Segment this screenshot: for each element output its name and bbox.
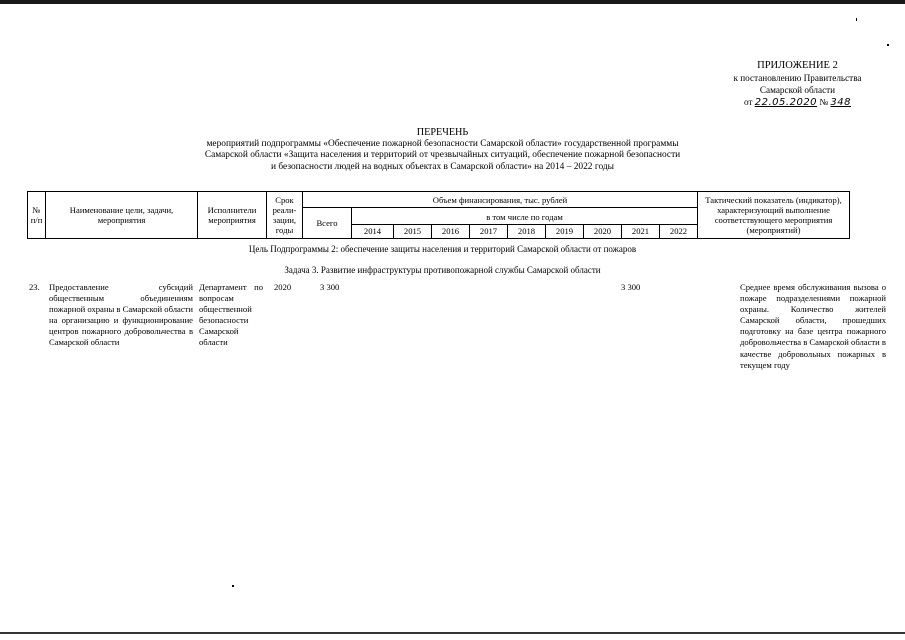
- year-header: 2017: [470, 224, 508, 238]
- top-scan-border: [0, 0, 905, 4]
- year-header: 2016: [432, 224, 470, 238]
- activity-name: Предоставление субсидий общественным объединениям пожарной охраны в Самарской области на организацию и функционирование центров пожарного добровольчества в Самарской области: [49, 282, 193, 348]
- header-total: Всего: [303, 208, 352, 239]
- heading-line1: мероприятий подпрограммы «Обеспечение пожарной безопасности Самарской области» государственной программы: [206, 138, 679, 149]
- row-number: 23.: [29, 282, 40, 292]
- appendix-title: ПРИЛОЖЕНИЕ 2: [757, 60, 838, 71]
- heading-title: ПЕРЕЧЕНЬ: [416, 127, 469, 138]
- year-header: 2019: [546, 224, 584, 238]
- year-header: 2015: [394, 224, 432, 238]
- date-prefix: от: [743, 97, 753, 107]
- scan-speck: [856, 18, 857, 21]
- subprogram-goal: Цель Подпрограммы 2: обеспечение защиты населения и территорий Самарской области от пожаров: [248, 244, 637, 254]
- year-header: 2020: [584, 224, 622, 238]
- scan-speck: [232, 585, 234, 587]
- heading-line3: и безопасности людей на водных объектах в Самарской области» на 2014 – 2022 годы: [271, 162, 614, 173]
- handwritten-date: 22.05.2020: [754, 97, 818, 108]
- funding-table-header: [27, 191, 850, 239]
- activity-executor: Департамент по вопросам общественной безопасности Самарской области: [199, 282, 263, 348]
- year-header: 2014: [352, 224, 394, 238]
- header-funding: Объем финансирования, тыс. рублей: [303, 192, 698, 208]
- handwritten-number: 348: [830, 97, 852, 108]
- activity-term: 2020: [274, 282, 292, 292]
- header-name: Наименование цели, задачи, мероприятия: [46, 192, 198, 239]
- header-by-years: в том числе по годам: [352, 210, 698, 224]
- header-executors: Исполнители мероприятия: [198, 192, 267, 239]
- activity-indicator: Среднее время обслуживания вызова о пожаре подразделениями пожарной охраны. Количество жителей Самарской области, прошедших подготовку на базе центра пожарного добровольчества в Самарской области в качестве добровольных пожарных в текущем году: [740, 282, 886, 370]
- appendix-block: [690, 60, 905, 109]
- bottom-scan-border: [0, 632, 905, 634]
- appendix-line3: Самарской области: [759, 85, 836, 95]
- task-heading: Задача 3. Развитие инфраструктуры противопожарной службы Самарской области: [284, 265, 601, 275]
- header-num: № п/п: [28, 192, 46, 239]
- year-header: 2021: [622, 224, 660, 238]
- heading-line2: Самарской области «Защита населения и территорий от чрезвычайных ситуаций, обеспечение пожарной безопасности: [204, 150, 681, 161]
- appendix-line2: к постановлению Правительства: [733, 73, 862, 83]
- document-heading: [150, 127, 735, 174]
- header-indicator: Тактический показатель (индикатор), характеризующий выполнение соответствующего мероприятия (мероприятий): [698, 192, 850, 239]
- activity-total: 3 300: [320, 282, 340, 292]
- year-header: 2022: [660, 224, 698, 238]
- header-term: Срок реали-зации, годы: [267, 192, 303, 239]
- activity-2020: 3 300: [621, 282, 641, 292]
- appendix-date-line: [690, 96, 905, 109]
- year-header: 2018: [508, 224, 546, 238]
- scan-speck: [887, 44, 889, 46]
- number-prefix: №: [819, 97, 829, 107]
